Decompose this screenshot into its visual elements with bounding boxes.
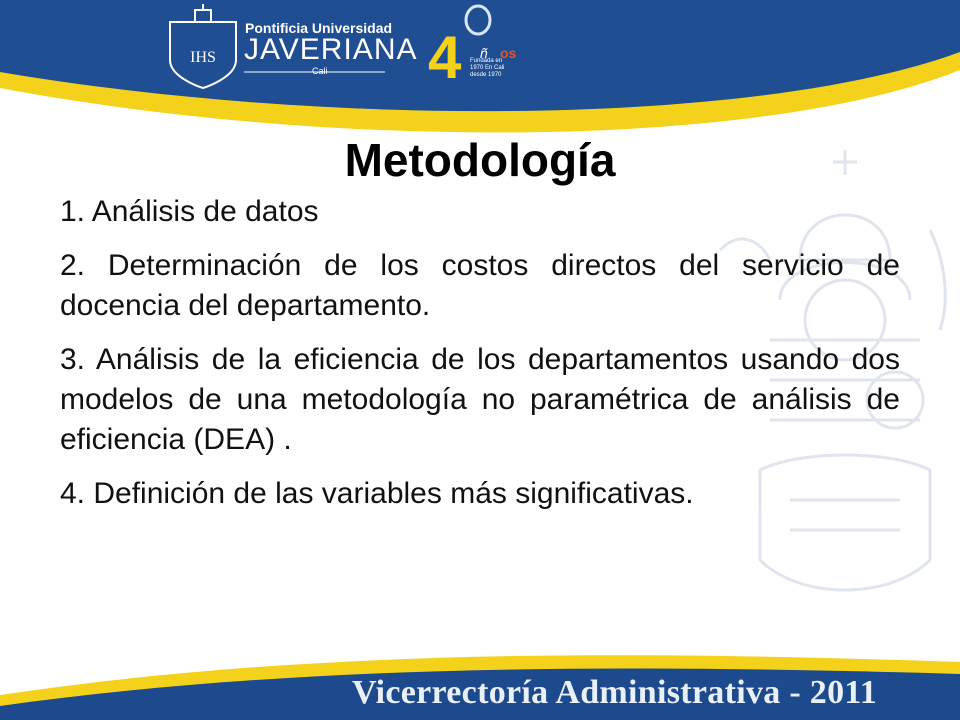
university-city: Cali <box>312 66 328 76</box>
university-name-line1: Pontificia Universidad <box>245 20 393 36</box>
slide-title: Metodología <box>344 134 616 186</box>
list-item: 3. Análisis de la eficiencia de los departamentos usando dos modelos de una metodología no paramétrica de análisis de eficiencia (DEA) . <box>60 343 900 456</box>
list-item: 2. Determinación de los costos directos del servicio de docencia del departamento. <box>60 249 900 322</box>
svg-text:os: os <box>500 45 517 61</box>
university-name-line2: JAVERIANA <box>244 33 418 66</box>
slide-body <box>60 192 900 528</box>
anniversary-subtitle: Fundada en 1970 En Cali desde 1970 <box>470 58 505 78</box>
footer-text: Vicerrectoría Administrativa - 2011 <box>352 674 878 711</box>
list-item: 4. Definición de las variables más significativas. <box>60 477 694 510</box>
svg-text:4: 4 <box>428 24 462 91</box>
svg-text:ñ: ñ <box>480 45 488 61</box>
list-item: 1. Análisis de datos <box>60 195 319 228</box>
svg-text:IHS: IHS <box>190 49 216 66</box>
